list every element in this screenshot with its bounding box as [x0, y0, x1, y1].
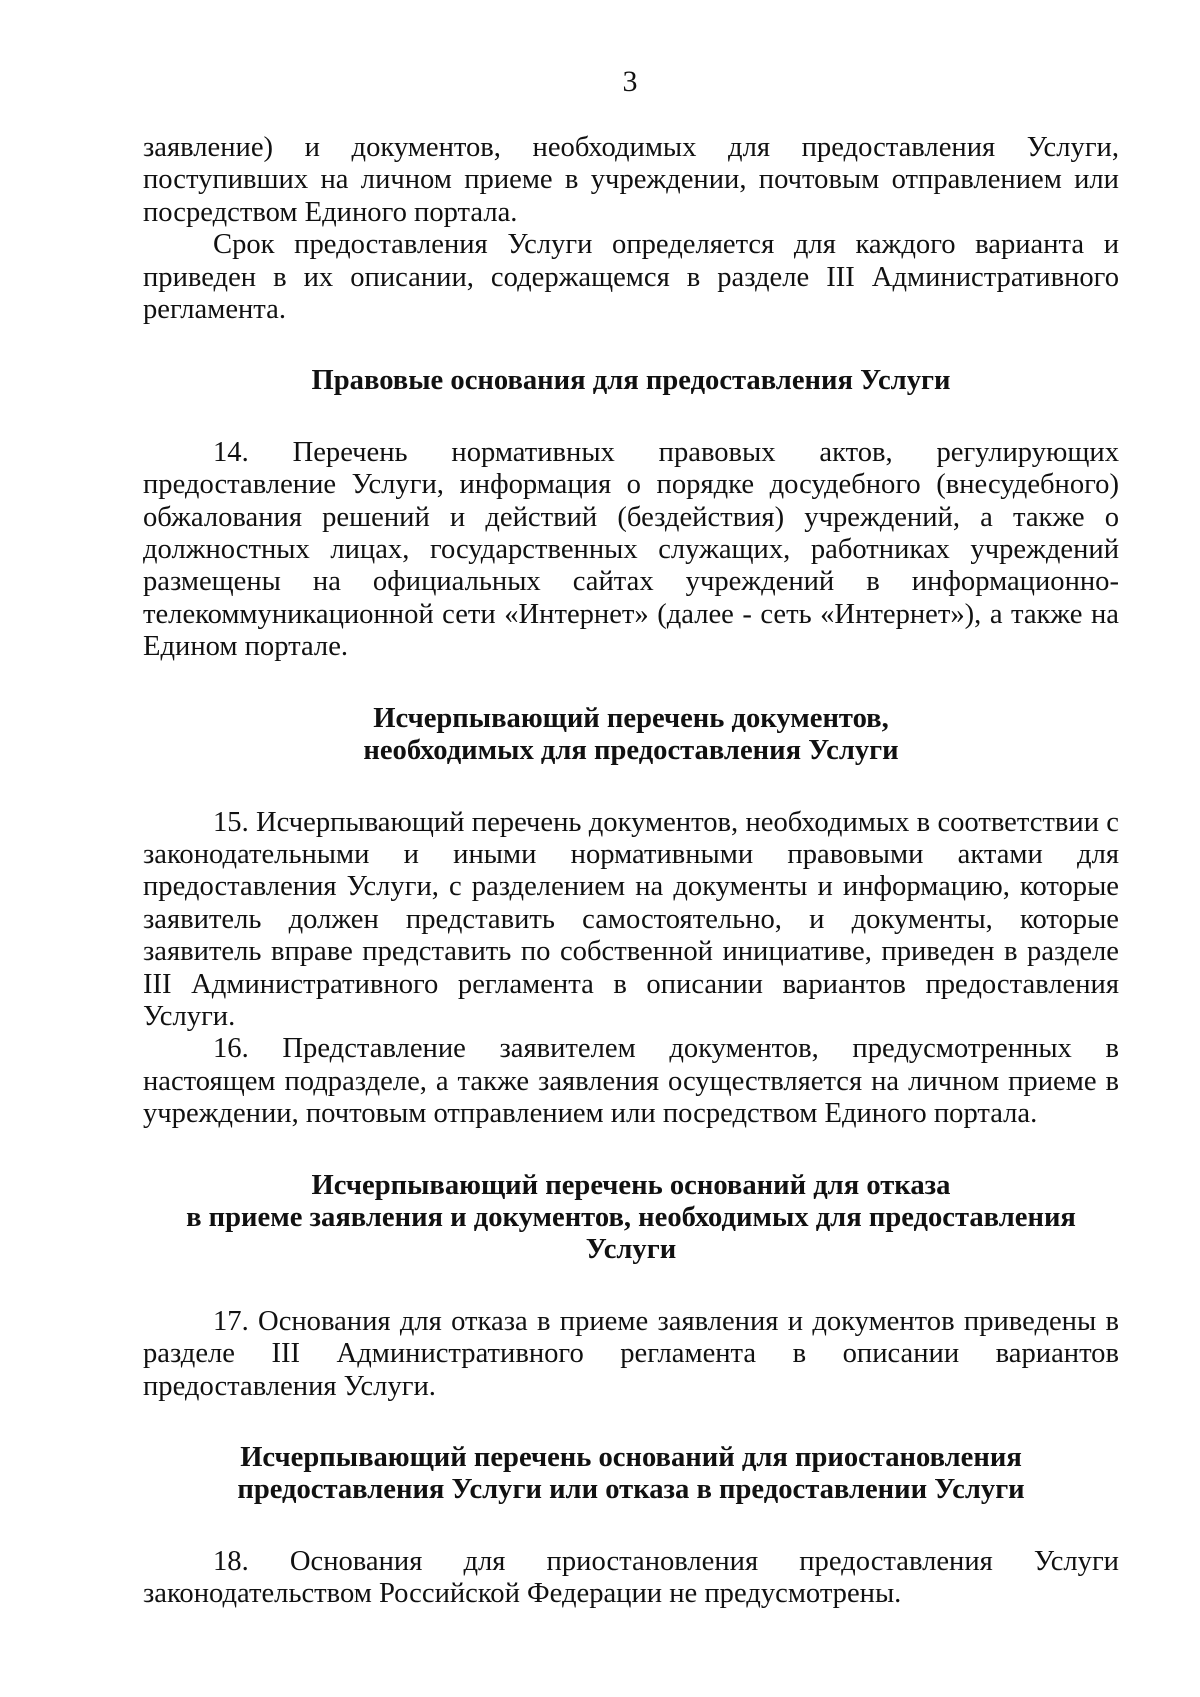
- heading-line: Исчерпывающий перечень оснований для приостановления: [240, 1442, 1022, 1473]
- section-heading-legal-basis: [143, 365, 1119, 397]
- paragraph-continued: заявление) и документов, необходимых для предоставления Услуги, поступивших на личном приеме в учреждении, почтовым отправлением или посредством Единого портала.: [143, 132, 1119, 228]
- heading-line: Исчерпывающий перечень оснований для отказа: [311, 1169, 951, 1201]
- paragraph-14: 14. Перечень нормативных правовых актов, регулирующих предоставление Услуги, информация о порядке досудебного (внесудебного) обжалования решений и действий (бездействия) учреждений, а также о должностных лицах, государственных служащих, работниках учреждений размещены на официальных сайтах учреждений в информационно-телекоммуникационной сети «Интернет» (далее - сеть «Интернет»), а также на Едином портале.: [143, 436, 1119, 663]
- heading-line: Правовые основания для предоставления Услуги: [311, 365, 951, 397]
- heading-line: Услуги: [585, 1234, 677, 1266]
- section-heading-documents-list: [143, 703, 1119, 768]
- heading-line: необходимых для предоставления Услуги: [363, 735, 899, 767]
- heading-line: в приеме заявления и документов, необходимых для предоставления: [186, 1201, 1076, 1233]
- paragraph-18: 18. Основания для приостановления предоставления Услуги законодательством Российской Федерации не предусмотрены.: [143, 1545, 1119, 1610]
- section-heading-suspension-grounds: [143, 1442, 1119, 1507]
- document-body: [143, 132, 1119, 1611]
- paragraph-17: 17. Основания для отказа в приеме заявления и документов приведены в разделе III Административного регламента в описании вариантов предоставления Услуги.: [143, 1305, 1119, 1402]
- heading-line: Исчерпывающий перечень документов,: [373, 702, 889, 734]
- heading-line: предоставления Услуги или отказа в предоставлении Услуги: [237, 1474, 1025, 1506]
- page-number: 3: [622, 65, 638, 98]
- paragraph-15: 15. Исчерпывающий перечень документов, необходимых в соответствии с законодательными и иными нормативными правовыми актами для предоставления Услуги, с разделением на документы и информацию, которые заявитель должен представить самостоятельно, и документы, которые заявитель вправе представить по собственной инициативе, приведен в разделе III Административного регламента в описании вариантов предоставления Услуги.: [143, 806, 1119, 1032]
- paragraph-16: 16. Представление заявителем документов, предусмотренных в настоящем подразделе, а также заявления осуществляется на личном приеме в учреждении, почтовым отправлением или посредством Единого портала.: [143, 1033, 1119, 1130]
- paragraph-service-term: Срок предоставления Услуги определяется для каждого варианта и приведен в их описании, содержащемся в разделе III Административного регламента.: [143, 229, 1119, 326]
- section-heading-refusal-grounds: [143, 1170, 1119, 1267]
